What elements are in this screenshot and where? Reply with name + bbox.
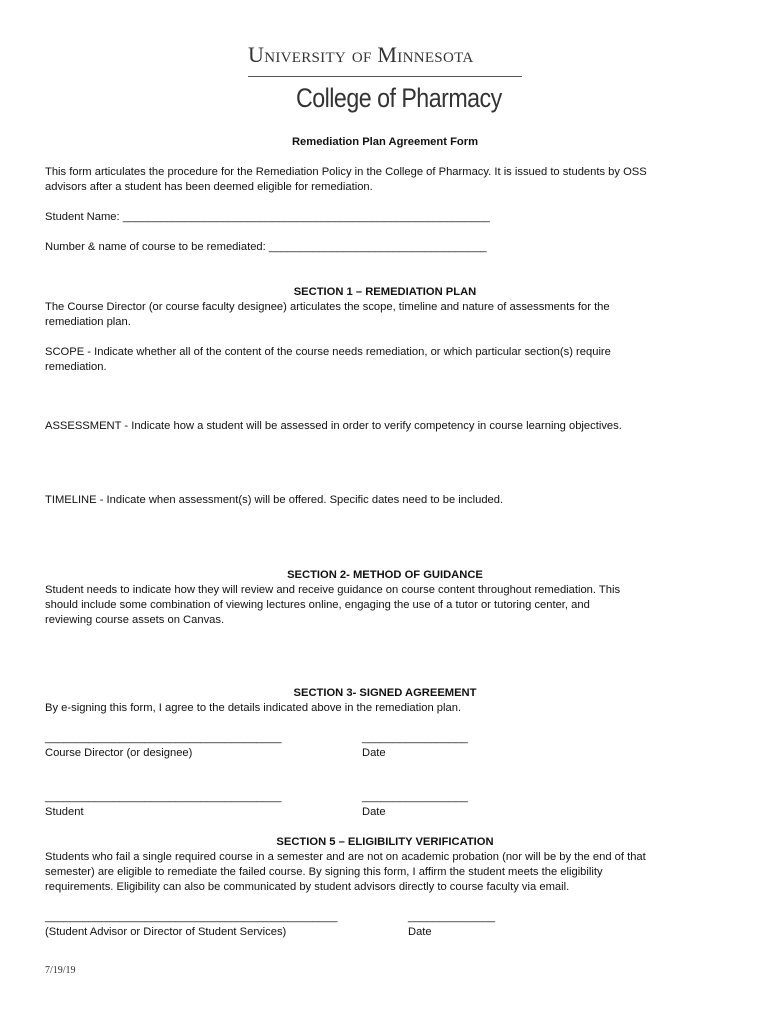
section5-line-3: requirements. Eligibility can also be communicated by student advisors directly to course faculty via email. (45, 881, 570, 893)
university-name: University of Minnesota (248, 42, 474, 67)
advisor-date-label: Date (408, 926, 432, 938)
section1-desc-line-2: remediation plan. (45, 316, 131, 328)
course-field[interactable]: Number & name of course to be remediated: ___________________________________ (45, 241, 487, 253)
director-date-label: Date (362, 747, 386, 759)
section5-title: SECTION 5 – ELIGIBILITY VERIFICATION (276, 836, 494, 848)
student-label: Student (45, 806, 84, 818)
section3-line-1: By e-signing this form, I agree to the details indicated above in the remediation plan. (45, 702, 462, 714)
assessment-text: ASSESSMENT - Indicate how a student will be assessed in order to verify competency in course learning objectives. (45, 420, 622, 432)
university-wordmark (248, 42, 523, 68)
footer-date: 7/19/19 (45, 965, 76, 976)
director-label: Course Director (or designee) (45, 747, 193, 759)
section3-title: SECTION 3- SIGNED AGREEMENT (293, 687, 477, 699)
scope-line-2: remediation. (45, 361, 107, 373)
director-signature-line[interactable]: ______________________________________ (45, 732, 282, 744)
form-title: Remediation Plan Agreement Form (291, 136, 479, 148)
intro-line-2: advisors after a student has been deemed eligible for remediation. (45, 181, 373, 193)
student-date-line[interactable]: _________________ (362, 791, 468, 803)
section5-line-1: Students who fail a single required course in a semester and are not on academic probation (nor will be by the end of that (45, 851, 646, 863)
section1-desc-line-1: The Course Director (or course faculty designee) articulates the scope, timeline and nature of assessments for the (45, 301, 610, 313)
student-name-field[interactable]: Student Name: ___________________________________________________________ (45, 211, 490, 223)
intro-line-1: This form articulates the procedure for the Remediation Policy in the College of Pharmacy. It is issued to students by OSS (45, 166, 647, 178)
section5-line-2: semester) are eligible to remediate the failed course. By signing this form, I affirm the student meets the eligibility (45, 866, 603, 878)
student-signature-line[interactable]: ______________________________________ (45, 791, 282, 803)
logo-divider (248, 76, 522, 77)
section2-title: SECTION 2- METHOD OF GUIDANCE (287, 569, 483, 581)
section2-line-1: Student needs to indicate how they will review and receive guidance on course content throughout remediation. This (45, 584, 621, 596)
advisor-label: (Student Advisor or Director of Student Services) (45, 926, 287, 938)
section1-title: SECTION 1 – REMEDIATION PLAN (293, 286, 477, 298)
section2-line-2: should include some combination of viewing lectures online, engaging the use of a tutor or tutoring center, and (45, 599, 590, 611)
scope-line-1: SCOPE - Indicate whether all of the content of the course needs remediation, or which particular section(s) require (45, 346, 611, 358)
timeline-text: TIMELINE - Indicate when assessment(s) will be offered. Specific dates need to be included. (45, 494, 504, 506)
college-name: College of Pharmacy (296, 83, 502, 113)
advisor-signature-line[interactable]: _______________________________________________ (45, 911, 338, 923)
section2-line-3: reviewing course assets on Canvas. (45, 614, 225, 626)
advisor-date-line[interactable]: ______________ (408, 911, 496, 923)
student-date-label: Date (362, 806, 386, 818)
director-date-line[interactable]: _________________ (362, 732, 468, 744)
